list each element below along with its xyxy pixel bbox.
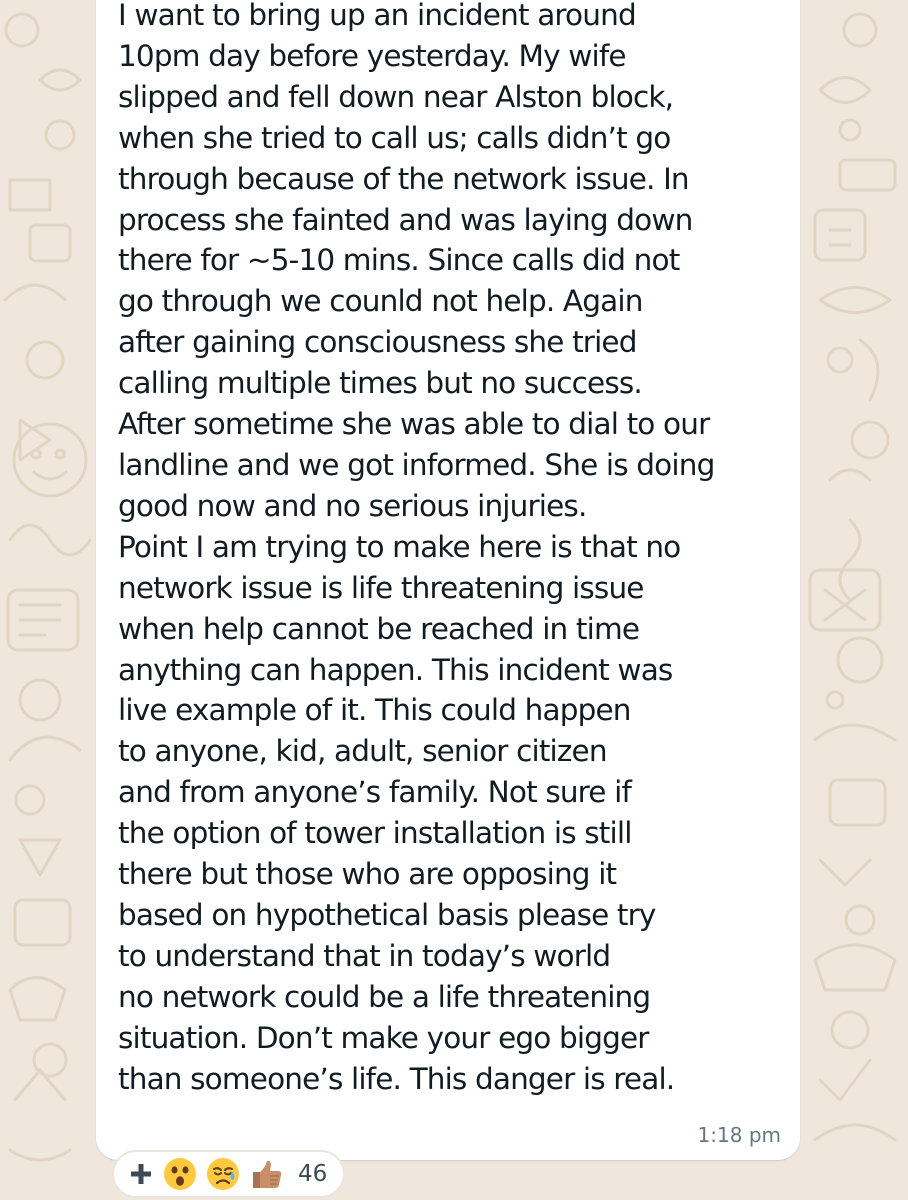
message-line: there for ~5-10 mins. Since calls did not bbox=[118, 243, 680, 278]
message-line: Point I am trying to make here is that no bbox=[118, 529, 681, 564]
message-line: process she fainted and was laying down bbox=[118, 202, 693, 237]
message-line: anything can happen. This incident was bbox=[118, 652, 673, 687]
message-line: after gaining consciousness she tried bbox=[118, 325, 637, 360]
message-line: good now and no serious injuries. bbox=[118, 488, 587, 523]
reaction-count: 46 bbox=[298, 1161, 328, 1187]
message-line: and from anyone’s family. Not sure if bbox=[118, 775, 632, 810]
message-line: based on hypothetical basis please try bbox=[118, 897, 656, 932]
message-line: through because of the network issue. In bbox=[118, 161, 689, 196]
message-line: when help cannot be reached in time bbox=[118, 611, 640, 646]
message-line: than someone’s life. This danger is real. bbox=[118, 1061, 675, 1096]
message-line: go through we counld not help. Again bbox=[118, 284, 643, 319]
message-line: slipped and fell down near Alston block, bbox=[118, 79, 674, 114]
message-timestamp: 1:18 pm bbox=[697, 1123, 781, 1147]
message-line: there but those who are opposing it bbox=[118, 857, 617, 892]
message-text bbox=[118, 0, 794, 1099]
astonished-face-icon[interactable] bbox=[163, 1157, 197, 1191]
message-line: 10pm day before yesterday. My wife bbox=[118, 38, 626, 73]
message-line: I want to bring up an incident around bbox=[118, 0, 636, 32]
message-line: network issue is life threatening issue bbox=[118, 570, 644, 605]
message-line: After sometime she was able to dial to our bbox=[118, 407, 710, 442]
reactions-bar[interactable] bbox=[112, 1150, 345, 1198]
message-line: situation. Don’t make your ego bigger bbox=[118, 1020, 649, 1055]
message-line: the option of tower installation is still bbox=[118, 816, 632, 851]
thumbs-up-icon[interactable] bbox=[249, 1157, 283, 1191]
message-line: to anyone, kid, adult, senior citizen bbox=[118, 734, 607, 769]
message-line: when she tried to call us; calls didn’t go bbox=[118, 120, 671, 155]
message-line: to understand that in today’s world bbox=[118, 938, 611, 973]
sad-relieved-face-icon[interactable] bbox=[206, 1157, 240, 1191]
message-line: landline and we got informed. She is doing bbox=[118, 447, 715, 482]
message-line: live example of it. This could happen bbox=[118, 693, 631, 728]
plus-icon[interactable] bbox=[128, 1161, 154, 1187]
message-line: calling multiple times but no success. bbox=[118, 366, 642, 401]
message-line: no network could be a life threatening bbox=[118, 979, 651, 1014]
